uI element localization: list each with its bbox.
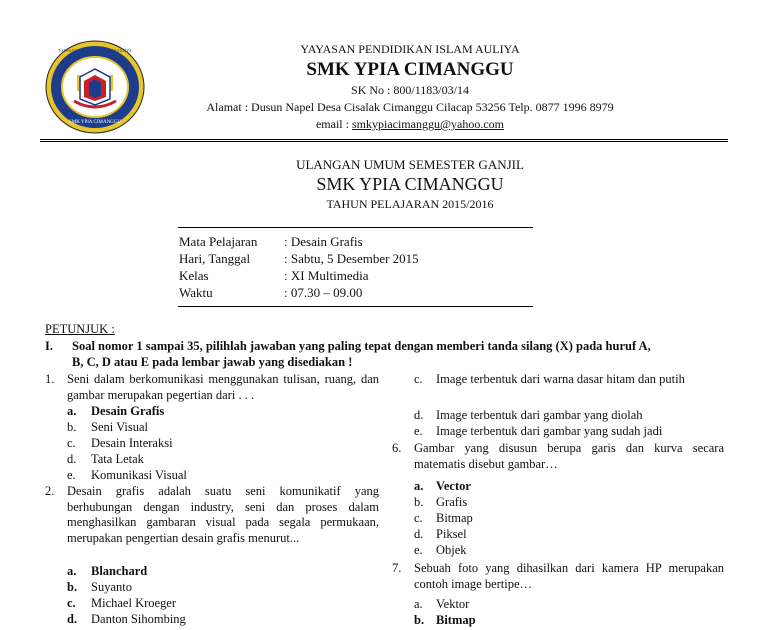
option-letter: b. <box>414 495 424 509</box>
info-value: : Sabtu, 5 Desember 2015 <box>284 251 419 266</box>
option-letter: c. <box>67 436 76 450</box>
option-text: Danton Sihombing <box>91 612 186 626</box>
exam-title: ULANGAN UMUM SEMESTER GANJIL <box>296 157 524 172</box>
school-logo <box>44 39 146 135</box>
option-text: Vector <box>436 479 471 493</box>
email-label: email : <box>315 117 352 131</box>
question-number: 2. <box>45 484 55 498</box>
question-text: Seni dalam berkomunikasi menggunakan tulisan, ruang, dan gambar merupakan pegertian dari . . . <box>67 372 379 402</box>
option-text: Komunikasi Visual <box>91 468 187 482</box>
question-text: Desain grafis adalah suatu seni komunikatif yang berhubungan dengan industry, seni dan proses dalam menghasilkan gambaran visual pada segala permukaan, merupakan pengertian desain grafis menurut... <box>67 484 379 545</box>
instructions-roman: I. <box>45 339 53 353</box>
option-text: Tata Letak <box>91 452 144 466</box>
question-number: 7. <box>392 561 402 575</box>
option-letter: c. <box>414 372 423 386</box>
option-text: Blanchard <box>91 564 148 578</box>
option-text: Vektor <box>436 597 470 611</box>
info-value: : 07.30 – 09.00 <box>284 285 363 300</box>
school-name: SMK YPIA CIMANGGU <box>306 59 514 80</box>
exam-school: SMK YPIA CIMANGGU <box>316 174 504 194</box>
logo-text: YAYASAN PENDIDIKAN ISLAM AULIYA <box>58 48 132 53</box>
option-text: Grafis <box>436 495 468 509</box>
option-letter: a. <box>67 564 77 578</box>
option-letter: a. <box>414 597 423 611</box>
option-letter: d. <box>67 612 78 626</box>
question-text: Sebuah foto yang dihasilkan dari kamera HP merupakan contoh image bertipe… <box>414 561 724 591</box>
option-text: Image terbentuk dari gambar yang sudah jadi <box>436 424 663 438</box>
info-divider <box>178 306 533 307</box>
option-letter: d. <box>414 527 424 541</box>
option-letter: e. <box>414 543 423 557</box>
info-value: : XI Multimedia <box>284 268 369 283</box>
option-text: Desain Interaksi <box>91 436 173 450</box>
school-email-line <box>150 118 670 130</box>
info-key: Waktu <box>179 285 213 300</box>
school-address: Alamat : Dusun Napel Desa Cisalak Cimanggu Cilacap 53256 Telp. 0877 1996 8979 <box>206 100 614 114</box>
option-text: Piksel <box>436 527 467 541</box>
option-letter: c. <box>67 596 76 610</box>
option-text: Objek <box>436 543 467 557</box>
option-letter: b. <box>414 613 425 627</box>
exam-year: TAHUN PELAJARAN 2015/2016 <box>326 197 494 211</box>
header-divider <box>40 139 728 142</box>
question-number: 1. <box>45 372 55 386</box>
option-letter: e. <box>67 468 76 482</box>
question-number: 6. <box>392 441 402 455</box>
title-divider <box>178 227 533 228</box>
question-text: Gambar yang disusun berupa garis dan kurva secara matematis disebut gambar… <box>414 441 724 471</box>
info-key: Mata Pelajaran <box>179 234 258 249</box>
info-key: Kelas <box>179 268 209 283</box>
option-letter: e. <box>414 424 423 438</box>
foundation-name: YAYASAN PENDIDIKAN ISLAM AULIYA <box>300 42 520 56</box>
option-letter: a. <box>414 479 424 493</box>
email-link[interactable]: smkypiacimanggu@yahoo.com <box>351 117 505 131</box>
option-letter: b. <box>67 580 78 594</box>
instructions-line-1: Soal nomor 1 sampai 35, pilihlah jawaban yang paling tepat dengan memberi tanda silang (X) pada huruf A, <box>72 339 651 353</box>
sk-number: SK No : 800/1183/03/14 <box>351 83 469 97</box>
option-text: Bitmap <box>436 613 476 627</box>
option-text: Suyanto <box>91 580 132 594</box>
option-letter: b. <box>67 420 77 434</box>
info-key: Hari, Tanggal <box>179 251 251 266</box>
option-text: Seni Visual <box>91 420 149 434</box>
option-letter: d. <box>414 408 424 422</box>
logo-subtext: SMK YPIA CIMANGGU <box>68 120 122 125</box>
option-letter: a. <box>67 404 77 418</box>
instructions-heading: PETUNJUK : <box>45 322 115 336</box>
option-text: Desain Grafis <box>91 404 165 418</box>
option-text: Michael Kroeger <box>91 596 177 610</box>
option-text: Image terbentuk dari gambar yang diolah <box>436 408 643 422</box>
option-letter: c. <box>414 511 423 525</box>
option-text: Image terbentuk dari warna dasar hitam dan putih <box>436 372 685 386</box>
option-letter: d. <box>67 452 77 466</box>
option-text: Bitmap <box>436 511 473 525</box>
instructions-line-2: B, C, D atau E pada lembar jawab yang disediakan ! <box>72 355 353 369</box>
info-value: : Desain Grafis <box>284 234 363 249</box>
